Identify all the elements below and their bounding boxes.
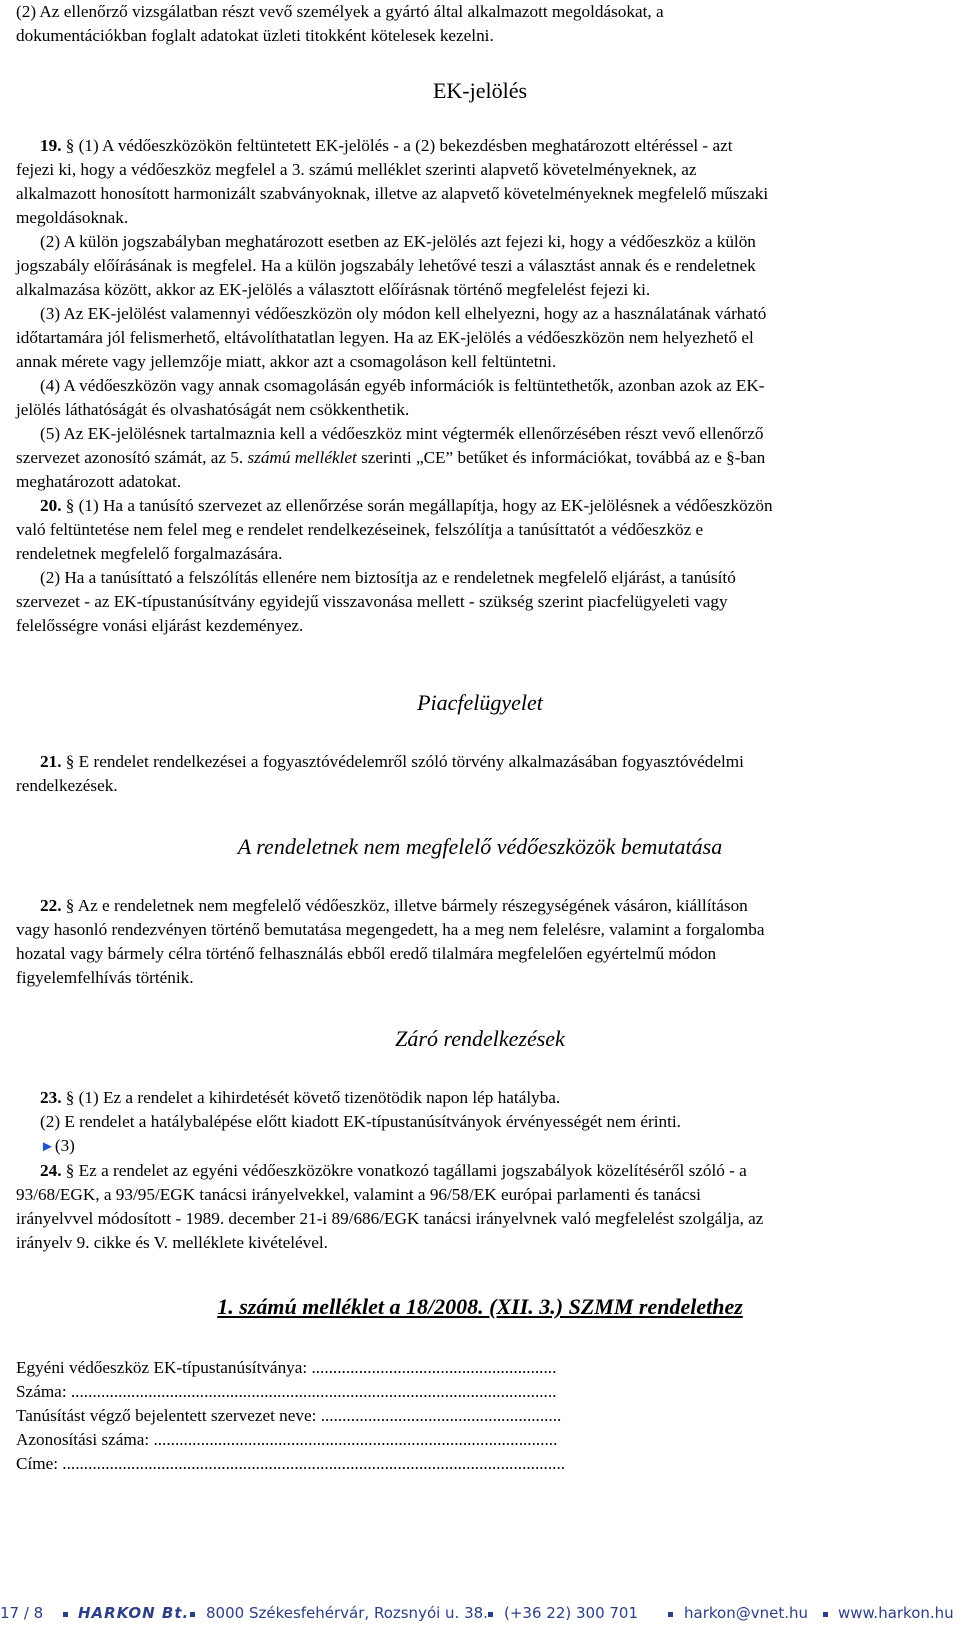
- heading-ek-jeloles: EK-jelölés: [432, 78, 528, 103]
- footer-phone: (+36 22) 300 701: [504, 1604, 639, 1622]
- section-23: 23. § (1) Ez a rendelet a kihirdetését követő tizenötödik napon lép hatályba. (2) E rendelet a hatálybalépése előtt kiadott EK-típustanúsítványok érvényességét nem érinti. ►(3) 24. § Ez a rendelet az egyéni védőeszközökre vonatkozó tagállami jogszabályok közelítéséről szóló - a 93/68/EGK, a 93/95/EGK tanácsi irányelvekkel, valamint a 96/58/EK európai parlamenti és tanácsi irányelvvel módosított - 1989. december 21-i 89/686/EGK tanácsi irányelvnek való megfelelést szolgálja, az irányelv 9. cikke és V. melléklete kivételével.: [16, 1088, 764, 1252]
- section-number: 19.: [40, 136, 62, 155]
- heading-piacfelugyelet: Piacfelügyelet: [417, 690, 543, 715]
- section-number: 20.: [40, 496, 62, 515]
- intro-line: (2) Az ellenőrző vizsgálatban részt vevő személyek a gyártó által alkalmazott megoldásokat, a: [16, 2, 664, 21]
- section-number: 22.: [40, 896, 62, 915]
- section-number: 21.: [40, 752, 62, 771]
- form-field-label: Címe: .....................................................................................................................: [16, 1454, 566, 1473]
- separator-icon: [668, 1612, 673, 1617]
- separator-icon: [63, 1612, 68, 1617]
- page-number: 17 / 8: [0, 1604, 44, 1622]
- separator-icon: [488, 1612, 493, 1617]
- intro-line: dokumentációkban foglalt adatokat üzleti titokként kötelesek kezelni.: [16, 26, 494, 45]
- section-number: 23.: [40, 1088, 62, 1107]
- heading-bemutatas: A rendeletnek nem megfelelő védőeszközök bemutatása: [237, 834, 723, 859]
- arrow-icon[interactable]: ►: [40, 1139, 55, 1155]
- page-footer: [0, 1602, 960, 1626]
- heading-zaro-rendelkezesek: Záró rendelkezések: [395, 1026, 565, 1051]
- footer-address: 8000 Székesfehérvár, Rozsnyói u. 38.: [206, 1604, 488, 1622]
- footer-email[interactable]: harkon@vnet.hu: [684, 1604, 808, 1622]
- section-19: 19. § (1) A védőeszközökön feltüntetett EK-jelölés - a (2) bekezdésben meghatározott eltéréssel - azt fejezi ki, hogy a védőeszköz megfelel a 3. számú melléklet szerinti alapvető követelményeknek, az alkalmazott honosított harmonizált szabványoknak, illetve az alapvető követelményeknek megfelelő műszaki megoldásoknak. (2) A külön jogszabályban meghatározott esetben az EK-jelölés azt fejezi ki, hogy a védőeszköz a külön jogszabály előírásának is megfelel. Ha a külön jogszabály lehetővé teszi a választást annak és e rendeletnek alkalmazása között, akkor az EK-jelölés a választott előírásnak történő megfelelést fejezi ki. (3) Az EK-jelölést valamennyi védőeszközön oly módon kell elhelyezni, hogy az a használatának várható időtartamára jól felismerhető, eltávolíthatatlan legyen. Ha az EK-jelölés a védőeszközön nem helyezhető el annak mérete vagy jellemzője miatt, akkor azt a csomagoláson kell feltüntetni. (4) A védőeszközön vagy annak csomagolásán egyéb információk is feltüntethetők, azonban azok az EK- jelölés láthatóságát és olvashatóságát nem csökkenthetik. (5) Az EK-jelölésnek tartalmaznia kell a védőeszköz mint végtermék ellenőrzésében részt vevő ellenőrző szervezet azonosító számát, az 5. számú melléklet szerinti „CE” betűket és információkat, továbbá az e §-ban meghatározott adatokat. 20. § (1) Ha a tanúsító szervezet az ellenőrzése során megállapítja, hogy az EK-jelölésnek a védőeszközön való feltüntetése nem felel meg e rendelet rendelkezéseinek, felszólítja a tanúsíttatót a védőeszköz e rendeletnek megfelelő forgalmazására. (2) Ha a tanúsíttató a felszólítás ellenére nem biztosítja az e rendeletnek megfelelő eljárást, a tanúsító szervezet - az EK-típustanúsítvány egyidejű visszavonása mellett - szükség szerint piacfelügyeleti vagy felelősségre vonási eljárást kezdeményez.: [16, 136, 773, 635]
- separator-icon: [823, 1612, 828, 1617]
- form-field-label: Egyéni védőeszköz EK-típustanúsítványa: .........................................................: [16, 1358, 557, 1377]
- annex-heading: 1. számú melléklet a 18/2008. (XII. 3.) SZMM rendelethez: [217, 1294, 743, 1319]
- footer-web[interactable]: www.harkon.hu: [838, 1604, 954, 1622]
- separator-icon: [190, 1612, 195, 1617]
- form-field-label: Száma: .................................................................................................................: [16, 1382, 557, 1401]
- section-21: 21. § E rendelet rendelkezései a fogyasztóvédelemről szóló törvény alkalmazásában fogyasztóvédelmi rendelkezések.: [16, 752, 744, 795]
- intro-paragraph: [16, 0, 952, 48]
- section-number: 24.: [40, 1161, 62, 1180]
- section-22: 22. § Az e rendeletnek nem megfelelő védőeszköz, illetve bármely részegységének vásáron, kiállításon vagy hasonló rendezvényen történő bemutatása megengedett, ha a meg nem felelésre, valamint a forgalomba hozatal vagy bármely célra történő felhasználás ebből eredő tilalmára megfelelően egyértelmű módon figyelemfelhívás történik.: [16, 896, 765, 987]
- brand-logo: HARKON Bt.: [78, 1604, 190, 1622]
- form-field-label: Tanúsítást végző bejelentett szervezet neve: ........................................................: [16, 1406, 562, 1425]
- form-field-label: Azonosítási száma: ..............................................................................................: [16, 1430, 558, 1449]
- annex-form: [16, 1356, 952, 1476]
